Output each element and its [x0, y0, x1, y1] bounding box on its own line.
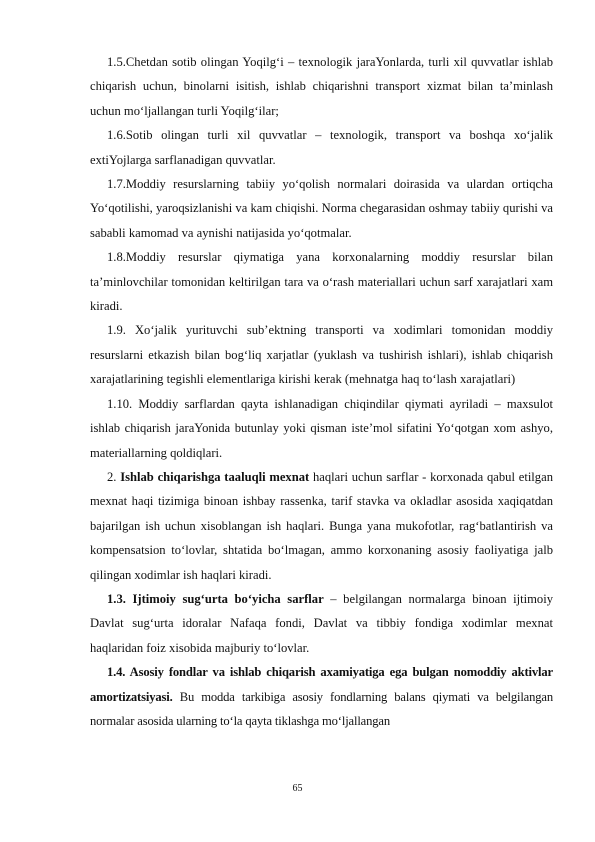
document-page [90, 50, 553, 733]
paragraph-lead: 2. [107, 469, 121, 484]
paragraph-text: 1.9. Xo‘jalik yurituvchi sub’ektning transporti va xodimlari tomonidan moddiy resurslarni etkazish bilan bog‘liq xarjatlar (yuklash va tushirish ishlari), ishlab chiqarish xarajatlarining tegishli elementlariga kirishi kerak (mehnatga haq to‘lash xarajatlari) [90, 323, 553, 387]
paragraph-heading: Ishlab chiqarishga taaluqli mexnat [120, 469, 310, 484]
paragraph-text: 1.7.Moddiy resurslarning tabiiy yo‘qolish normalari doirasida va ulardan ortiqcha Yo‘qotilishi, yaroqsizlanishi va kam chiqishi. Norma chegarasidan oshmay tabiiy qurishi va sababli kamomad va aynishi natijasida yo‘qotmalar. [90, 177, 553, 240]
paragraph-1-4-amortization [90, 660, 553, 733]
paragraph-heading: 1.4. Asosiy fondlar va ishlab chiqarish axamiyatiga ega bulgan nomoddiy aktivlar amortizatsiyasi. [90, 665, 553, 704]
paragraph-text: 1.5.Chetdan sotib olingan Yoqilg‘i – texnologik jaraYonlarda, turli xil quvvatlar ishlab chiqarish uchun, binolarni isitish, ishlab chiqarishni transport xizmat bilan ta’minlash uchun mo‘ljallangan turli Yoqilg‘ilar; [90, 55, 553, 118]
page-number: 65 [292, 783, 303, 794]
paragraph-text: – belgilangan normalarga binoan ijtimoiy Davlat sug‘urta idoralar Nafaqa fondi, Davlat va tibbiy fondiga xodimlar mexnat haqlaridan foiz xisobida majburiy to‘lovlar. [90, 591, 553, 655]
paragraph-text: 1.10. Moddiy sarflardan qayta ishlanadigan chiqindilar qiymati ayriladi – maxsulot ishlab chiqarish jaraYonida butunlay yoki qisman iste’mol sifatini Yo‘qotgan xom ashyo, materiallarning qoldiqlari. [90, 396, 553, 460]
paragraph-1-6 [90, 123, 553, 172]
paragraph-text: 1.6.Sotib olingan turli xil quvvatlar – texnologik, transport va boshqa xo‘jalik extiYojlarga sarflanadigan quvvatlar. [90, 128, 553, 167]
paragraph-text: haqlari uchun sarflar - korxonada qabul etilgan mexnat haqi tizimiga binoan ishbay rassenka, tarif stavka va okladlar asosida xaqiqatdan bajarilgan ish uchun xisoblangan ish haqlari. Bunga yana mukofotlar, rag‘batlantirish va kompensatsion to‘lovlar, shtatida bo‘lmagan, ammo korxonaning asosiy faoliyatiga jalb qilingan xodimlar ish haqlari kiradi. [90, 469, 553, 582]
paragraph-1-9 [90, 318, 553, 391]
paragraph-2-labor-costs [90, 465, 553, 587]
paragraph-1-5 [90, 50, 553, 123]
paragraph-heading: 1.3. Ijtimoiy sug‘urta bo‘yicha sarflar [107, 591, 324, 606]
paragraph-text: 1.8.Moddiy resurslar qiymatiga yana korxonalarning moddiy resurslar bilan ta’minlovchilar tomonidan keltirilgan tara va o‘rash materiallari uchun sarf xarajatlari xam kiradi. [90, 250, 553, 314]
paragraph-1-3-social-insurance [90, 587, 553, 660]
paragraph-1-8 [90, 245, 553, 318]
paragraph-1-7 [90, 172, 553, 245]
paragraph-text: Bu modda tarkibiga asosiy fondlarning balans qiymati va belgilangan normalar asosida ularning to‘la qayta tiklashga mo‘ljallangan [90, 689, 553, 728]
paragraph-1-10 [90, 392, 553, 465]
